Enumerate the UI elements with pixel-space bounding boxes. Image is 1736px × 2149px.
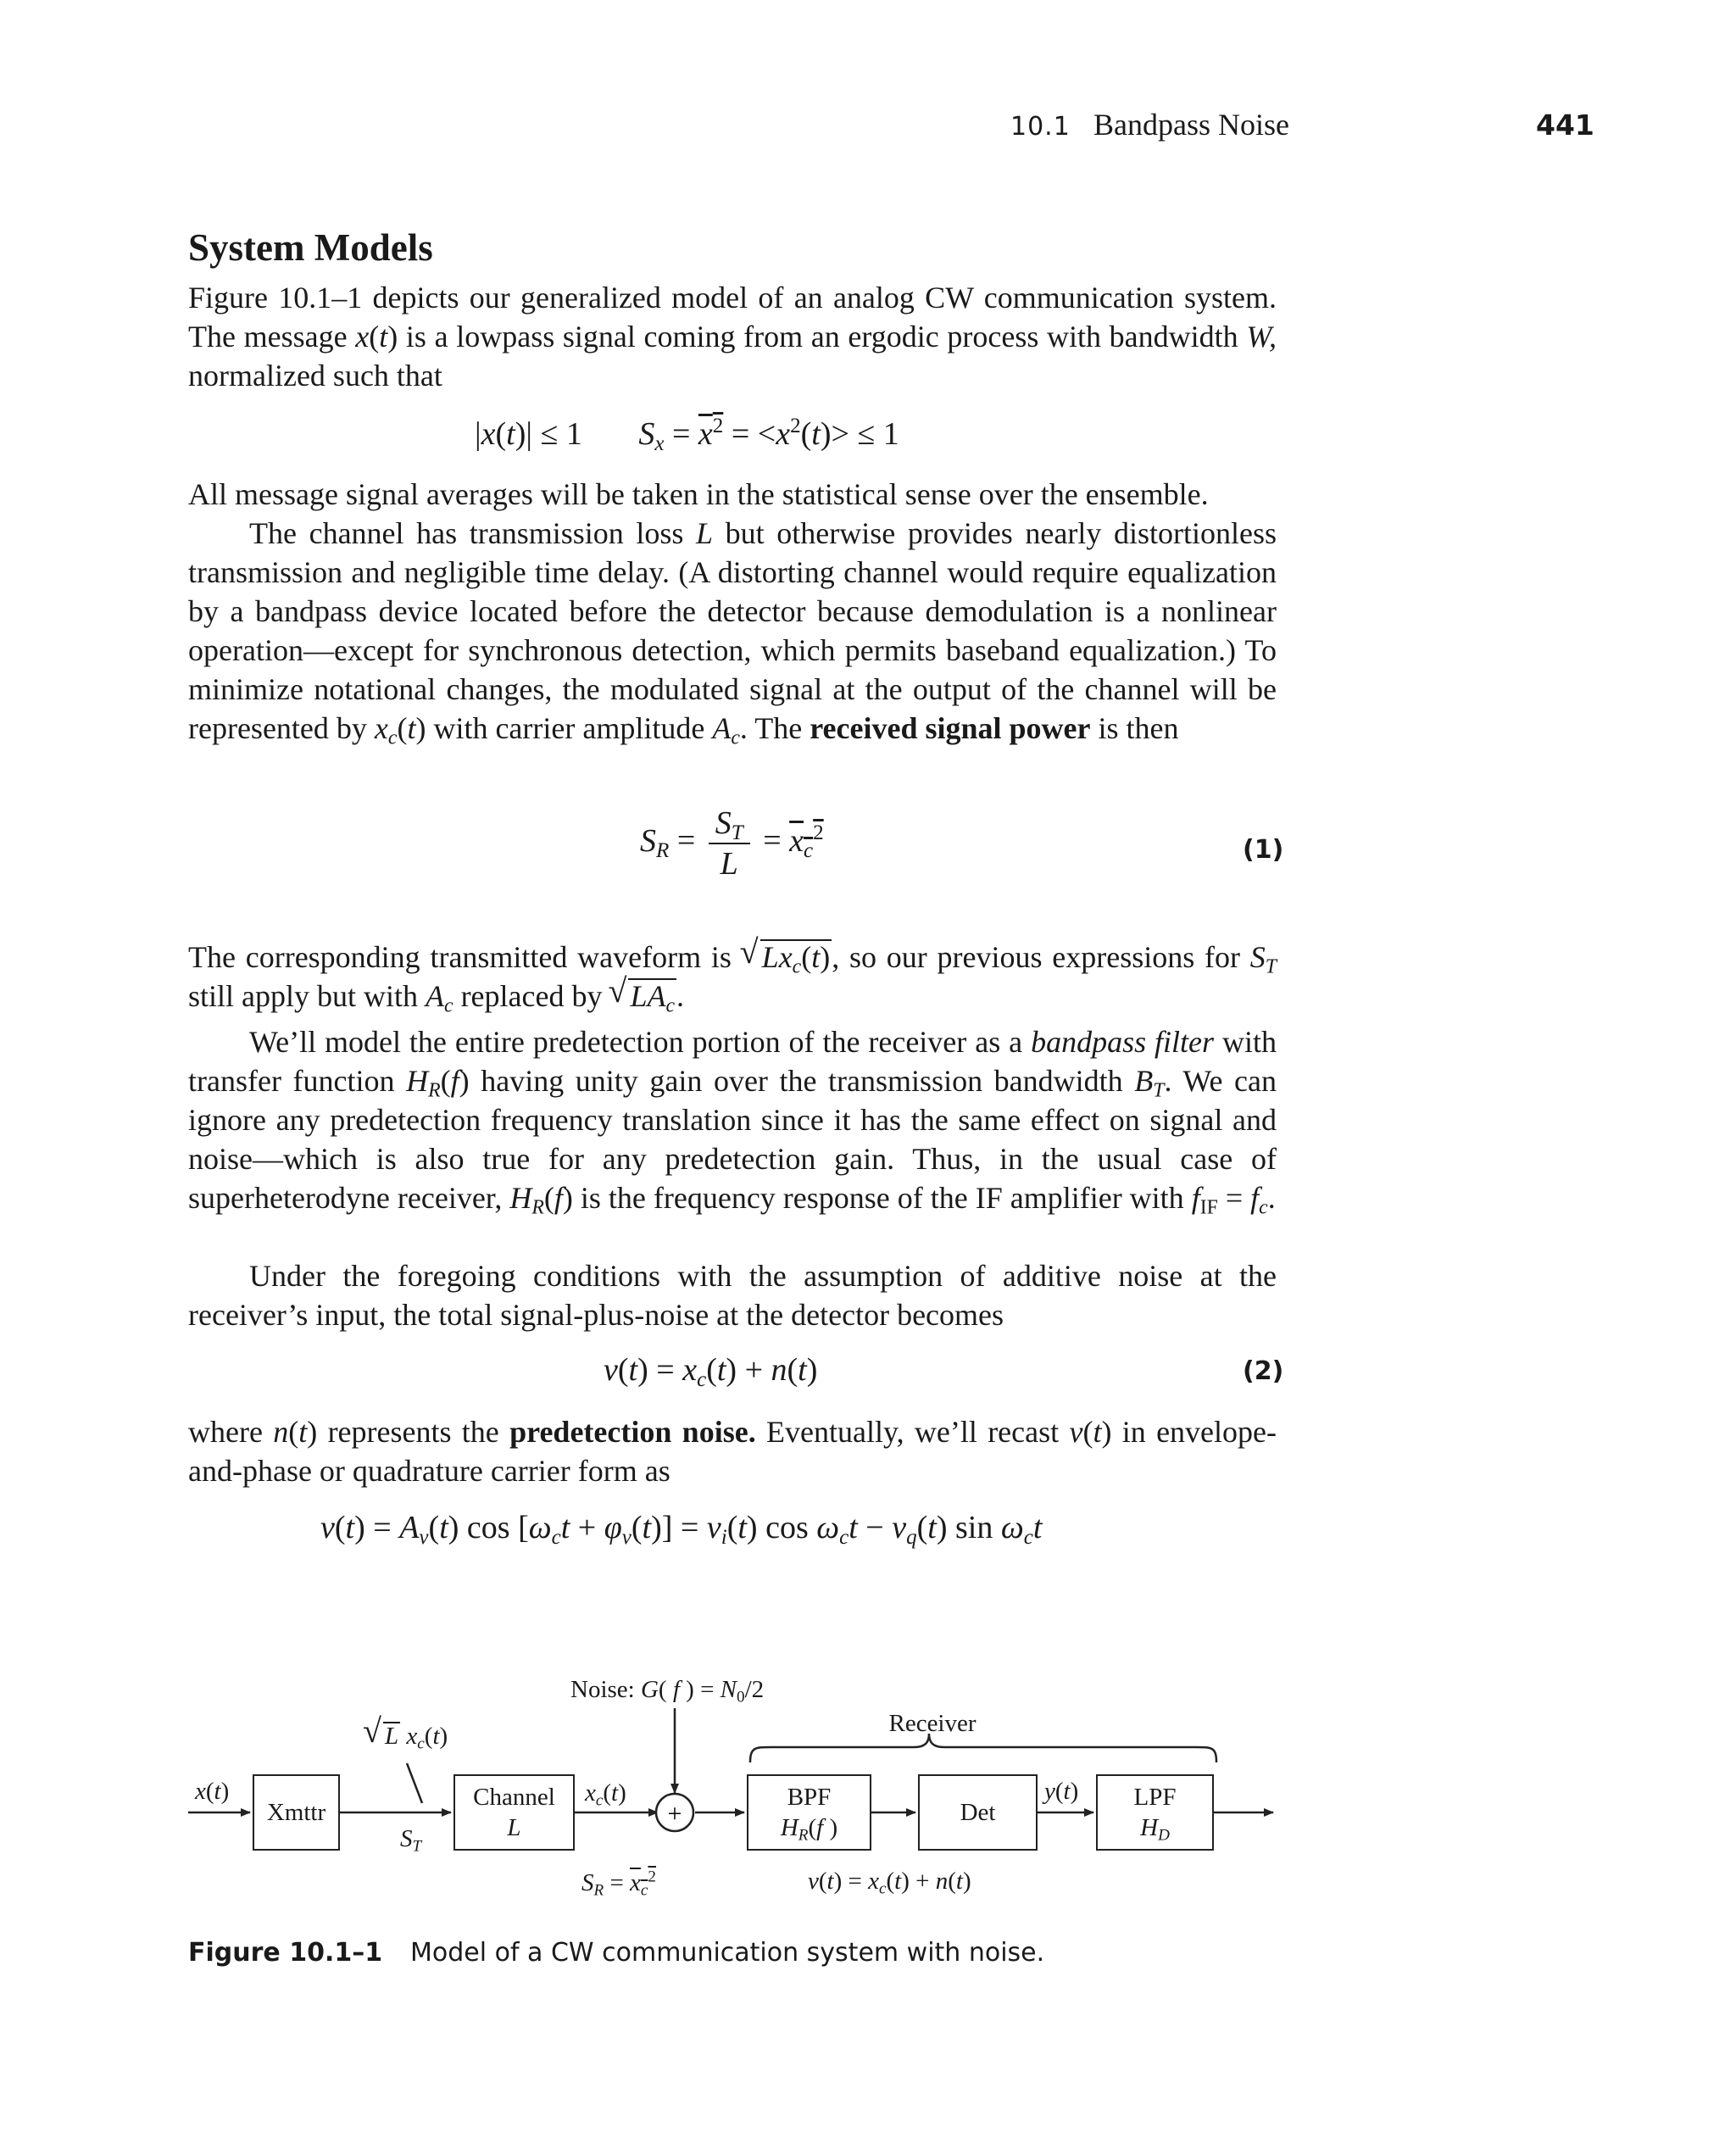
channel-loss-label: L <box>507 1814 521 1841</box>
received-power-label: $S_R = x_c^2$ <box>581 1868 656 1900</box>
equation-1: $S_R$ = $\frac{S_T}{L}$ = $x_c^2$ <box>640 805 824 882</box>
section-heading: System Models <box>188 226 433 269</box>
running-head-section-number: 10.1 <box>1010 112 1071 142</box>
equation-2: $v(t) = x_c(t) + n(t)$ <box>604 1352 818 1392</box>
lpf-transfer-function: $H_D$ <box>1140 1814 1170 1845</box>
equation-2-number: (2) <box>1243 1356 1284 1386</box>
det-label: Det <box>960 1799 996 1826</box>
paragraph-bandpass-filter: We’ll model the entire predetection portion of the receiver as a bandpass filter with transfer function $H_R(f)$ having unity gain over the transmission bandwidth $B_T$. We can ignore any predetection frequency translation since it has the same effect on signal and noise—which is also true for any predetection gain. Thus, in the usual case of superheterodyne receiver, $H_R(f)$ is the frequency response of the IF amplifier with $f_{IF} = f_c$. <box>188 1025 1277 1219</box>
paragraph-intro: Figure 10.1–1 depicts our generalized model of an analog CW communication system. The message x(t) is a lowpass signal coming from an ergodic process with bandwidth W, normalized such that <box>188 281 1277 392</box>
noise-label: Noise: G( f ) = $N_0/2$ <box>570 1676 765 1706</box>
page-number: 441 <box>1536 109 1594 142</box>
xc-signal-label: $x_c(t)$ <box>585 1779 626 1810</box>
lpf-block <box>1096 1774 1214 1851</box>
system-block-diagram <box>178 1666 1297 1920</box>
transmitted-waveform-label: √ L $x_c(t)$ <box>366 1722 448 1751</box>
lpf-label: LPF <box>1133 1784 1177 1811</box>
running-head-title: Bandpass Noise <box>1093 108 1289 142</box>
detector-input-equation-label: $v(t) = x_c(t) + n(t)$ <box>808 1868 971 1898</box>
xmttr-block <box>253 1774 340 1851</box>
channel-block <box>453 1774 575 1851</box>
bpf-transfer-function: $H_R(f$ ) <box>780 1814 838 1845</box>
figure-caption-label: Figure 10.1–1 <box>188 1938 383 1968</box>
adder-symbol: + <box>667 1800 682 1828</box>
st-label: $S_T$ <box>400 1825 422 1856</box>
receiver-brace <box>750 1734 1216 1762</box>
paragraph-ensemble: All message signal averages will be taken in the statistical sense over the ensemble. <box>188 477 1209 511</box>
equation-1-number: (1) <box>1243 835 1284 865</box>
input-signal-label: x(t) <box>195 1778 230 1805</box>
equation-envelope-quadrature: $v(t) = A_v(t)$ $\cos [\omega_ct + \varphi_v(t)] = v_i(t)$ $\cos \omega_ct - v_q(t)$ $\sin \omega_ct$ <box>320 1510 1043 1550</box>
equation-normalization: |x(t)| ≤ 1 $S_x = x^2 = <x^2(t)> \le 1$ <box>475 415 899 456</box>
paragraph-signal-plus-noise: Under the foregoing conditions with the assumption of additive noise at the receiver’s input, the total signal-plus-noise at the detector becomes <box>188 1259 1277 1332</box>
receiver-label: Receiver <box>888 1710 976 1737</box>
y-signal-label: y(t) <box>1044 1778 1079 1805</box>
figure-caption-text: Model of a CW communication system with noise. <box>410 1938 1045 1968</box>
bpf-label: BPF <box>787 1784 832 1811</box>
det-block <box>918 1774 1038 1851</box>
paragraph-channel: The channel has transmission loss L but otherwise provides nearly distortionless transmission and negligible time delay. (A distorting channel would require equalization by a bandpass device located before the detector because demodulation is a nonlinear operation—except for synchronous detection, which permits baseband equalization.) To minimize notational changes, the modulated signal at the output of the channel will be represented by $x_c(t)$ with carrier amplitude $A_c$. The received signal power is then <box>188 516 1277 749</box>
channel-label: Channel <box>473 1784 555 1811</box>
bpf-block <box>747 1774 871 1851</box>
st-pointer-line <box>407 1763 422 1803</box>
xmttr-label: Xmttr <box>266 1799 326 1826</box>
paragraph-transmitted-waveform: The corresponding transmitted waveform is √ $Lx_c(t)$, so our previous expressions for $S_T$ still apply but with $A_c$ replaced by √ $LA_c$. <box>188 938 1277 1016</box>
paragraph-predetection-noise: where n(t) represents the predetection noise. Eventually, we’ll recast v(t) in envelope-and-phase or quadrature carrier form as <box>188 1415 1277 1488</box>
